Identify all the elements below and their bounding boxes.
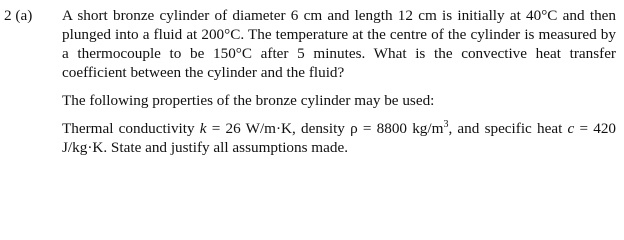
c-symbol: c xyxy=(567,120,575,137)
question-body xyxy=(62,6,616,157)
properties-intro: The following properties of the bronze cylinder may be used: xyxy=(62,92,435,109)
thermal-conductivity-label: Thermal conductivity xyxy=(62,120,195,137)
specific-heat-label: , and specific heat xyxy=(448,120,563,137)
question-part-label: (a) xyxy=(15,7,33,24)
k-symbol: k xyxy=(199,120,207,137)
question-number xyxy=(4,6,32,25)
density-exponent: 3 xyxy=(443,118,449,130)
specific-heat-value-and-instruction: = 420 J/kg·K. State and justify all assumptions made. xyxy=(62,120,617,156)
k-and-density-value: = 26 W/m·K, density ρ = 8800 kg/m xyxy=(211,120,444,137)
question-number-value: 2 xyxy=(4,7,12,24)
problem-statement: A short bronze cylinder of diameter 6 cm and length 12 cm is initially at 40°C and then plunged into a fluid at 200°C. The temperature at the centre of the cylinder is measured by a thermocouple to be 150°C after 5 minutes. What is the convective heat transfer coefficient between the cylinder and the fluid? xyxy=(62,7,616,81)
properties-values xyxy=(62,119,616,157)
